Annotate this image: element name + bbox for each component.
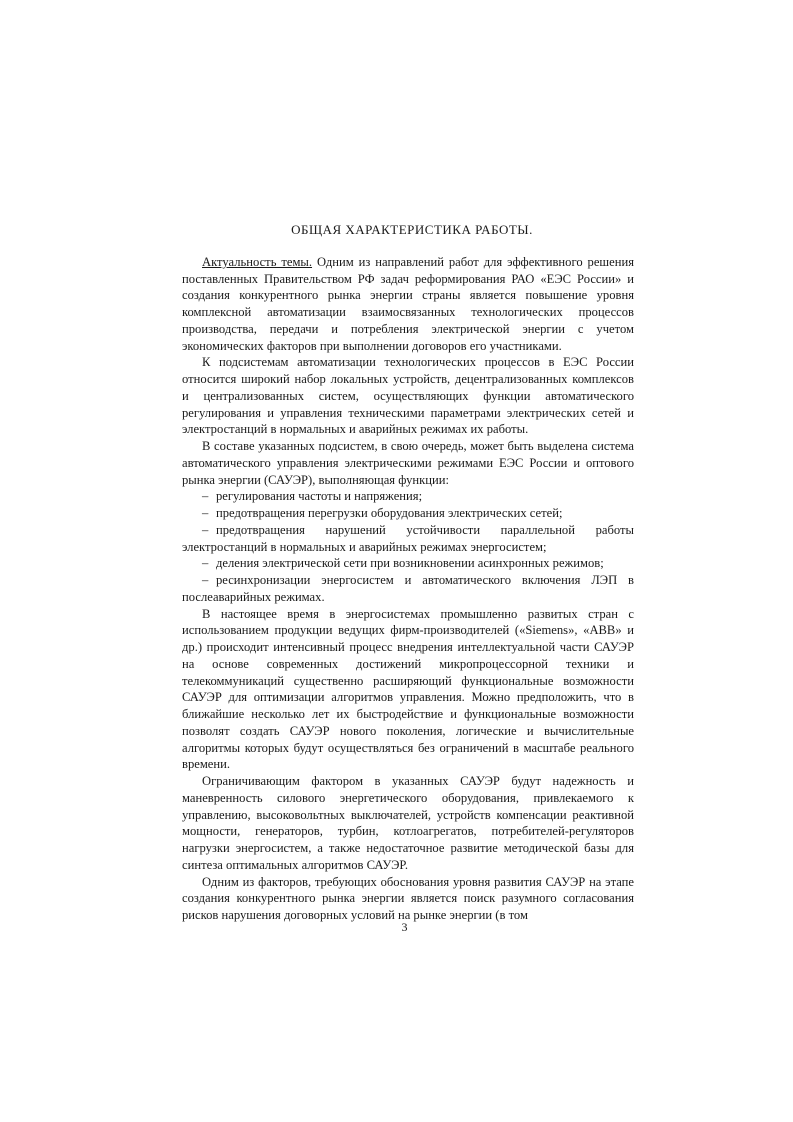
paragraph-market-risks: Одним из факторов, требующих обоснования уровня развития САУЭР на этапе создания конкурентного рынка энергии является поиск разумного согласования рисков нарушения договорных условий на рынке энергии (в том [182,874,634,922]
page-title: ОБЩАЯ ХАРАКТЕРИСТИКА РАБОТЫ. [291,222,533,237]
list-item: – деления электрической сети при возникновении асинхронных режимов; [202,556,604,571]
dash-bullet: – [202,522,209,537]
functions-list [182,488,634,605]
paragraph-sauer-functions: В составе указанных подсистем, в свою очередь, может быть выделена система автоматического управления электрическими режимами ЕЭС России и оптового рынка энергии (САУЭР), выполняющая функции: [182,439,634,487]
list-item: – регулирования частоты и напряжения; [202,489,423,504]
dash-bullet: – [202,489,209,504]
dash-bullet: – [202,556,209,571]
list-item: – ресинхронизации энергосистем и автоматического включения ЛЭП в послеаварийных режимах. [182,573,634,604]
paragraph-current-state: В настоящее время в энергосистемах промышленно развитых стран с использованием продукции ведущих фирм-производителей («Siemens», «ABB» и др.) происходит интенсивный процесс внедрения интеллектуальной части САУЭР на основе современных достижений микропроцессорной техники и телекоммуникаций существенно расширяющий функциональные возможности САУЭР для оптимизации алгоритмов управления. Можно предположить, что в ближайшие несколько лет их быстродействие и функциональные возможности позволят создать САУЭР нового поколения, логические и вычислительные алгоритмы которых будут осуществляться без ограничений в масштабе реального времени. [182,606,634,772]
paragraph-limiting-factor: Ограничивающим фактором в указанных САУЭР будут надежность и маневренность силового энергетического оборудования, привлекаемого к управлению, высоковольтных выключателей, устройств компенсации реактивной мощности, генераторов, турбин, котлоагрегатов, потребителей-регуляторов нагрузки энергосистем, а также недостаточное развитие методической базы для синтеза оптимальных алгоритмов САУЭР. [182,774,634,872]
relevance-heading: Актуальность темы. [202,254,313,269]
paragraph-relevance [182,254,634,355]
dash-bullet: – [202,573,209,587]
page-body [182,222,634,924]
list-item: – предотвращения перегрузки оборудования электрических сетей; [202,506,563,520]
page-number: 3 [401,920,408,934]
paragraph-subsystems: К подсистемам автоматизации технологических процессов в ЕЭС России относится широкий набор локальных устройств, децентрализованных комплексов и централизованных систем, осуществляющих функции автоматического регулирования и управления техническими параметрами электрических сетей и электростанций в нормальных и аварийных режимах их работы. [182,355,634,437]
list-item: – предотвращения нарушений устойчивости параллельной работы электростанций в нормальных и аварийных режимах энергосистем; [182,522,634,554]
dash-bullet: – [202,506,209,520]
relevance-text: Одним из направлений работ для эффективного решения поставленных Правительством РФ задач реформирования РАО «ЕЭС России» и создания конкурентного рынка энергии страны является повышение уровня комплексной автоматизации взаимосвязанных технологических процессов производства, передачи и потребления электрической энергии с учетом экономических факторов при выполнении договоров его участниками. [182,254,634,353]
